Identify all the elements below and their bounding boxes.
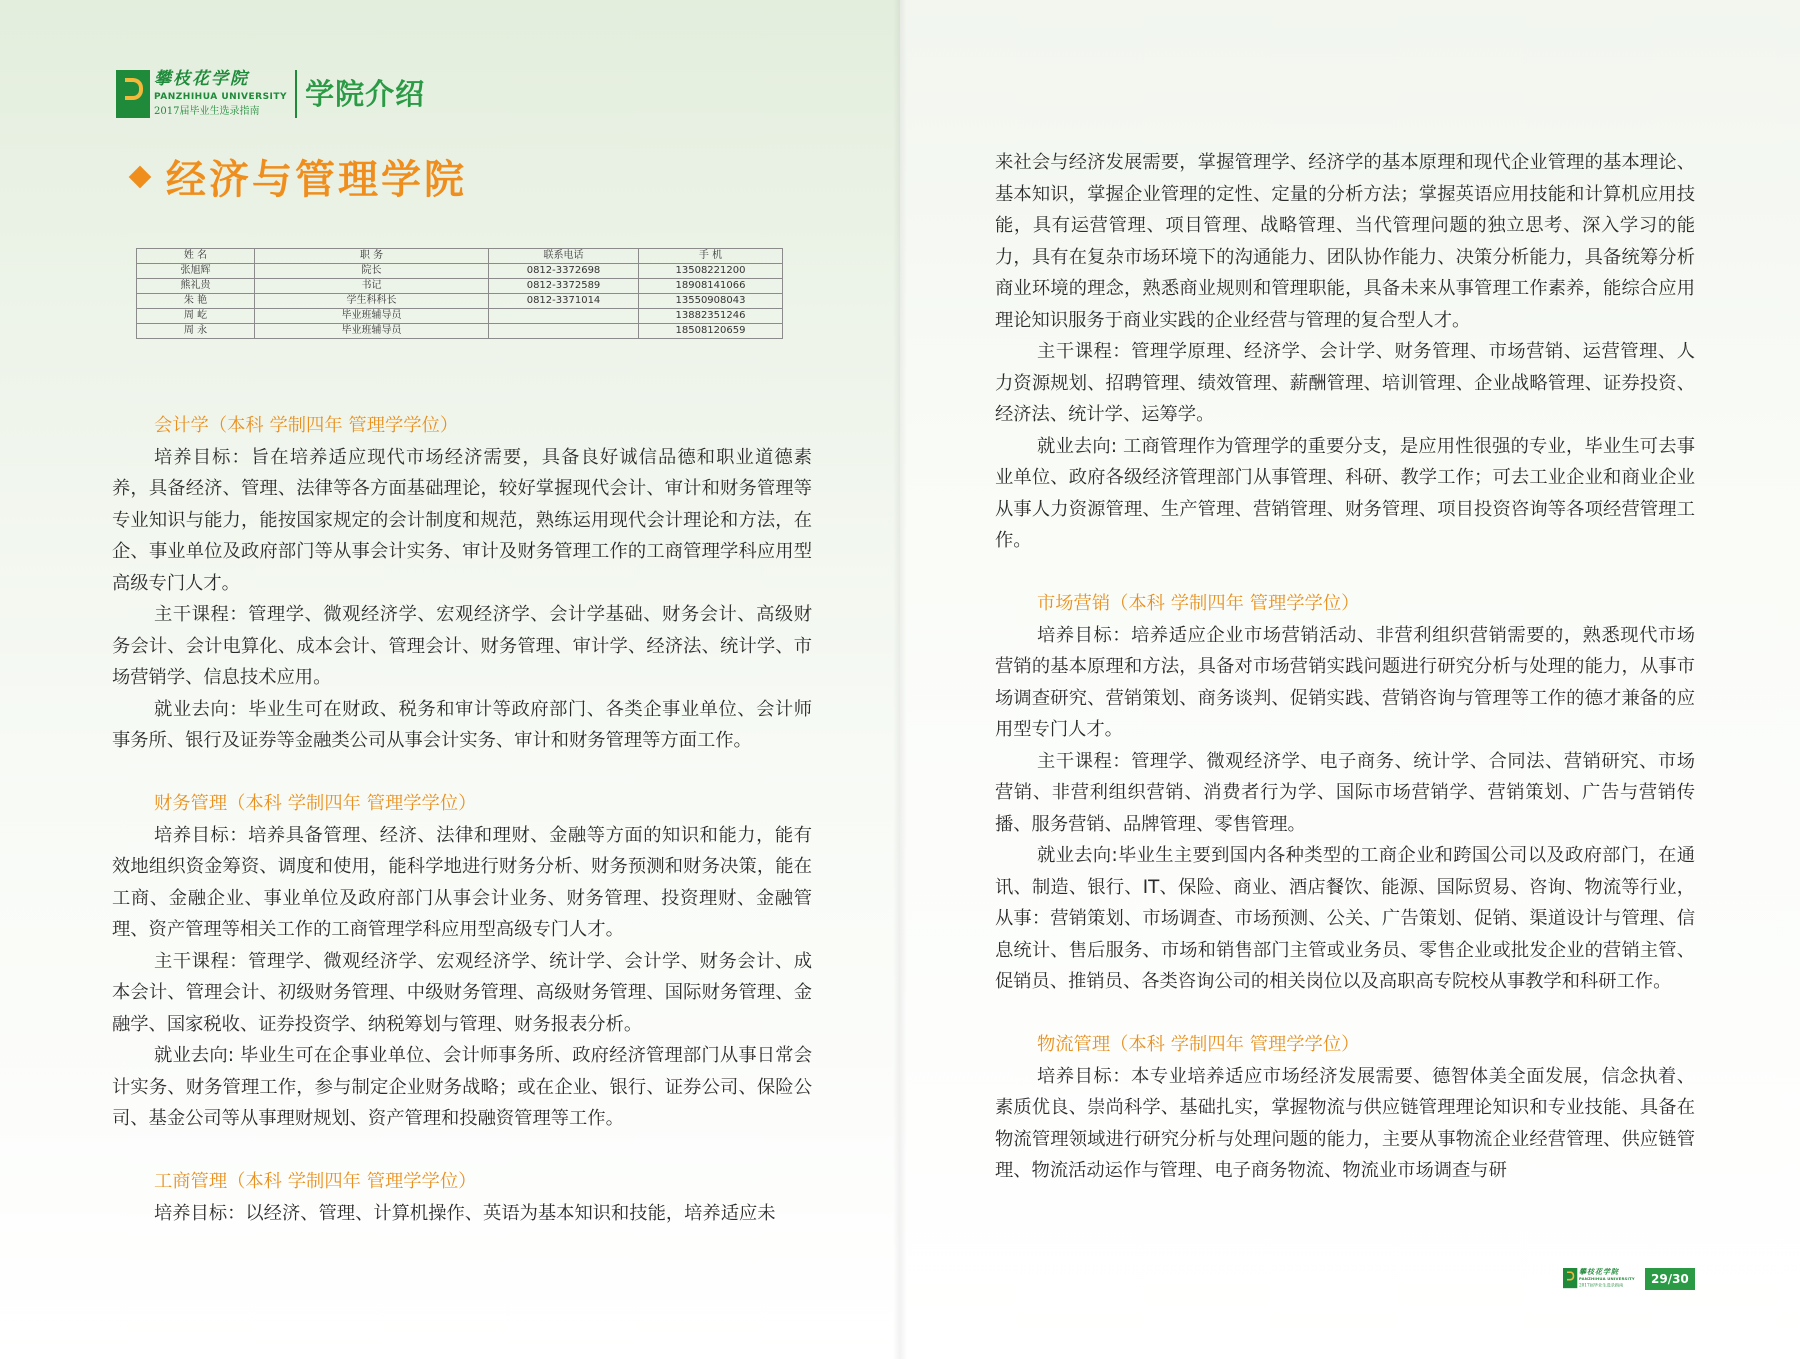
header-mobile: 手 机 — [639, 249, 783, 264]
section-label: 学院介绍 — [305, 77, 426, 111]
cell-mobile: 13508221200 — [639, 264, 783, 279]
major-title: 市场营销（本科 学制四年 管理学学位） — [1037, 593, 1360, 614]
major-title: 会计学（本科 学制四年 管理学学位） — [154, 415, 459, 436]
major-section-business-administration — [112, 1166, 812, 1229]
major-section-financial-management — [112, 788, 812, 1135]
cell-phone: 0812-3372698 — [489, 264, 639, 279]
footer-logo — [1563, 1268, 1635, 1288]
logo-english-name: PANZHIHUA UNIVERSITY — [154, 91, 288, 102]
left-column — [112, 410, 812, 1229]
table-row — [137, 264, 783, 279]
cell-mobile: 18908141066 — [639, 279, 783, 294]
paragraph-employment: 就业去向：毕业生可在财政、税务和审计等政府部门、各类企事业单位、会计师事务所、银行及证券等金融类公司从事会计实务、审计和财务管理等方面工作。 — [112, 698, 812, 751]
paragraph-courses: 主干课程：管理学、微观经济学、宏观经济学、会计学基础、财务会计、高级财务会计、会计电算化、成本会计、管理会计、财务管理、审计学、经济法、统计学、市场营销学、信息技术应用。 — [112, 604, 812, 688]
university-logo — [116, 70, 425, 118]
logo-chinese-name: 攀枝花学院 — [1578, 1267, 1619, 1276]
major-title: 财务管理（本科 学制四年 管理学学位） — [154, 793, 477, 814]
major-title: 工商管理（本科 学制四年 管理学学位） — [154, 1171, 477, 1192]
table-row — [137, 309, 783, 324]
table-row — [137, 294, 783, 309]
table-row — [137, 279, 783, 294]
major-section-logistics — [995, 1029, 1695, 1187]
logo-divider — [295, 70, 297, 118]
major-title: 物流管理（本科 学制四年 管理学学位） — [1037, 1034, 1360, 1055]
major-section-accounting — [112, 410, 812, 757]
logo-subtitle: 2017届毕业生选录指南 — [154, 106, 260, 117]
page-spine — [893, 0, 907, 1359]
paragraph-goal: 培养目标：旨在培养适应现代市场经济需要，具备良好诚信品德和职业道德素养，具备经济、管理、法律等各方面基础理论，较好掌握现代会计、审计和财务管理等专业知识与能力，能按国家规定的会计制度和规范，熟练运用现代会计理论和方法，在企、事业单位及政府部门等从事会计实务、审计及财务管理工作的工商管理学科应用型高级专门人才。 — [112, 446, 812, 594]
paragraph-goal: 培养目标：以经济、管理、计算机操作、英语为基本知识和技能，培养适应未 — [154, 1202, 776, 1224]
college-title: 经济与管理学院 — [166, 157, 467, 203]
table-row — [137, 324, 783, 339]
college-title-row — [132, 148, 467, 205]
logo-p-icon — [116, 70, 150, 118]
paragraph-goal-continued: 来社会与经济发展需要，掌握管理学、经济学的基本原理和现代企业管理的基本理论、基本知识，掌握企业管理的定性、定量的分析方法；掌握英语应用技能和计算机应用技能，具有运营管理、项目管理、战略管理、当代管理问题的独立思考、深入学习的能力，具有在复杂市场环境下的沟通能力、团队协作能力、决策分析能力，具备统筹分析商业环境的理念，熟悉商业规则和管理职能，具备未来从事管理工作素养，能综合应用理论知识服务于商业实践的企业经营与管理的复合型人才。 — [995, 152, 1695, 331]
cell-phone — [489, 309, 639, 324]
cell-phone — [489, 324, 639, 339]
paragraph-employment: 就业去向: 毕业生可在企事业单位、会计师事务所、政府经济管理部门从事日常会计实务、财务管理工作，参与制定企业财务战略；或在企业、银行、证券公司、保险公司、基金公司等从事理财规划、资产管理和投融资管理等工作。 — [112, 1045, 812, 1129]
cell-position: 学生科科长 — [255, 294, 489, 309]
cell-position: 毕业班辅导员 — [255, 309, 489, 324]
cell-name: 周 屹 — [137, 309, 255, 324]
paragraph-employment: 就业去向:毕业生主要到国内各种类型的工商企业和跨国公司以及政府部门，在通讯、制造、银行、IT、保险、商业、酒店餐饮、能源、国际贸易、咨询、物流等行业，从事：营销策划、市场调查、市场预测、公关、广告策划、促销、渠道设计与管理、信息统计、售后服务、市场和销售部门主管或业务员、零售企业或批发企业的营销主管、促销员、推销员、各类咨询公司的相关岗位以及高职高专院校从事教学和科研工作。 — [995, 845, 1695, 992]
cell-mobile: 13550908043 — [639, 294, 783, 309]
header-name: 姓 名 — [137, 249, 255, 264]
cell-name: 周 永 — [137, 324, 255, 339]
paragraph-courses: 主干课程：管理学、微观经济学、电子商务、统计学、合同法、营销研究、市场营销、非营利组织营销、消费者行为学、国际市场营销学、营销策划、广告与营销传播、服务营销、品牌管理、零售管理。 — [995, 750, 1695, 835]
cell-mobile: 13882351246 — [639, 309, 783, 324]
cell-phone: 0812-3372589 — [489, 279, 639, 294]
logo-chinese-name: 攀枝花学院 — [154, 69, 249, 89]
paragraph-goal: 培养目标：本专业培养适应市场经济发展需要、德智体美全面发展，信念执着、素质优良、崇尚科学、基础扎实，掌握物流与供应链管理理论知识和专业技能、具备在物流管理领域进行研究分析与处理问题的能力，主要从事物流企业经营管理、供应链管理、物流活动运作与管理、电子商务物流、物流业市场调查与研 — [995, 1065, 1695, 1181]
cell-name: 熊礼贵 — [137, 279, 255, 294]
business-administration-continued — [995, 147, 1695, 557]
major-section-marketing — [995, 588, 1695, 998]
logo-p-icon — [1563, 1268, 1577, 1288]
cell-mobile: 18508120659 — [639, 324, 783, 339]
paragraph-courses: 主干课程：管理学、微观经济学、宏观经济学、统计学、会计学、财务会计、成本会计、管理会计、初级财务管理、中级财务管理、高级财务管理、国际财务管理、金融学、国家税收、证券投资学、纳税筹划与管理、财务报表分析。 — [112, 950, 812, 1035]
logo-english-name: PANZHIHUA UNIVERSITY — [1578, 1277, 1635, 1282]
contacts-table — [136, 248, 783, 339]
paragraph-goal: 培养目标：培养具备管理、经济、法律和理财、金融等方面的知识和能力，能有效地组织资金筹资、调度和使用，能科学地进行财务分析、财务预测和财务决策，能在工商、金融企业、事业单位及政府部门从事会计业务、财务管理、投资理财、金融管理、资产管理等相关工作的工商管理学科应用型高级专门人才。 — [112, 824, 812, 940]
cell-position: 院长 — [255, 264, 489, 279]
cell-phone: 0812-3371014 — [489, 294, 639, 309]
contacts-header-row — [137, 249, 783, 264]
cell-name: 张旭辉 — [137, 264, 255, 279]
cell-position: 书记 — [255, 279, 489, 294]
right-column — [995, 147, 1695, 1187]
paragraph-courses: 主干课程：管理学原理、经济学、会计学、财务管理、市场营销、运营管理、人力资源规划、招聘管理、绩效管理、薪酬管理、培训管理、企业战略管理、证券投资、经济法、统计学、运筹学。 — [995, 341, 1695, 425]
logo-subtitle: 2017届毕业生选录指南 — [1578, 1283, 1624, 1288]
paragraph-employment: 就业去向: 工商管理作为管理学的重要分支，是应用性很强的专业，毕业生可去事业单位、政府各级经济管理部门从事管理、科研、教学工作；可去工业企业和商业企业从事人力资源管理、生产管理、营销管理、财务管理、项目投资咨询等各项经营管理工作。 — [995, 435, 1695, 551]
diamond-bullet-icon — [129, 165, 152, 188]
header-phone: 联系电话 — [489, 249, 639, 264]
paragraph-goal: 培养目标：培养适应企业市场营销活动、非营利组织营销需要的，熟悉现代市场营销的基本原理和方法，具备对市场营销实践问题进行研究分析与处理的能力，从事市场调查研究、营销策划、商务谈判、促销实践、营销咨询与管理等工作的德才兼备的应用型专门人才。 — [995, 624, 1695, 740]
cell-position: 毕业班辅导员 — [255, 324, 489, 339]
header-position: 职 务 — [255, 249, 489, 264]
page-number: 29/30 — [1645, 1268, 1695, 1290]
cell-name: 朱 艳 — [137, 294, 255, 309]
